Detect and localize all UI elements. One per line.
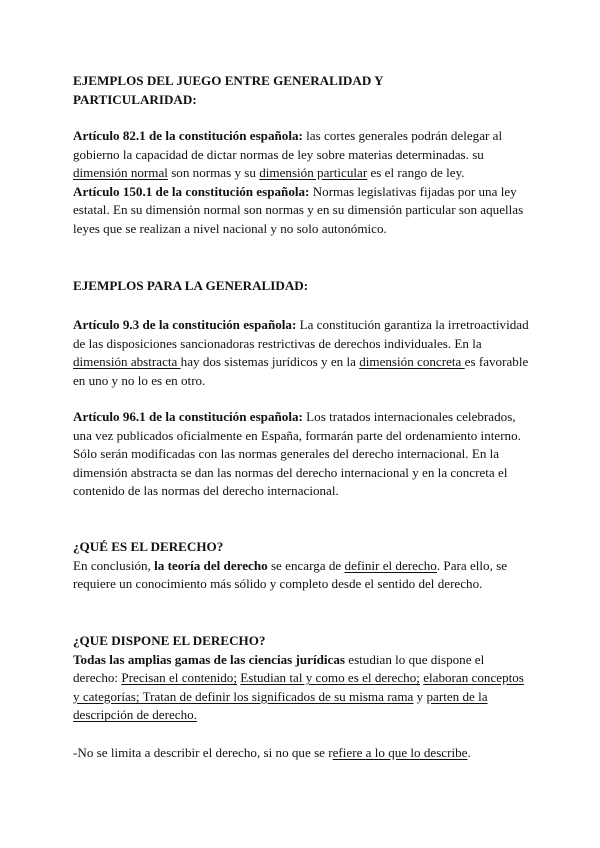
paragraph-text: estudian lo que dispone el derecho: bbox=[73, 651, 485, 686]
article-150-paragraph bbox=[73, 183, 529, 239]
section-heading-generalidad-particularidad bbox=[73, 72, 529, 109]
underlined-term: dimensión concreta bbox=[359, 354, 465, 370]
paragraph-text: y bbox=[413, 688, 427, 704]
article-93-paragraph bbox=[73, 316, 529, 390]
article-150-text: Normas legislativas fijadas por una ley estatal. En su dimensión normal son normas y en su dimensión particular son aquellas leyes que se realizan a nivel nacional y no solo autonómico. bbox=[73, 183, 524, 236]
paragraph-text: En conclusión, bbox=[73, 557, 155, 573]
article-96-title: Artículo 96.1 de la constitución española: bbox=[73, 409, 303, 424]
underlined-term: parten de la descripción de derecho. bbox=[73, 688, 488, 723]
heading-line: PARTICULARIDAD: bbox=[73, 91, 197, 107]
final-note bbox=[73, 744, 529, 763]
que-es-paragraph bbox=[73, 557, 529, 594]
article-82-text: las cortes generales podrán delegar al gobierno la capacidad de dictar normas de ley sobre materias determinadas. su bbox=[73, 128, 503, 162]
heading-line: EJEMPLOS DEL JUEGO ENTRE GENERALIDAD Y bbox=[73, 73, 384, 88]
article-96-paragraph bbox=[73, 408, 529, 501]
underlined-term: Precisan el contenido; bbox=[121, 670, 237, 686]
paragraph-text: . bbox=[467, 745, 471, 760]
paragraph-text: se encarga de bbox=[267, 557, 345, 573]
article-93-text: La constitución garantiza la irretroactividad de las disposiciones sancionadoras restrictivas de derechos individuales. En la bbox=[73, 317, 529, 351]
section-heading-generalidad bbox=[73, 277, 529, 296]
underlined-term: efiere a lo que lo describe bbox=[332, 745, 468, 760]
section-heading-que-es: ¿QUÉ ES EL DERECHO? bbox=[73, 539, 224, 554]
section-heading-que-dispone: ¿QUE DISPONE EL DERECHO? bbox=[73, 633, 266, 648]
underlined-term: dimensión abstracta bbox=[73, 354, 181, 370]
heading-line: EJEMPLOS PARA LA GENERALIDAD: bbox=[73, 278, 309, 293]
bold-term: la teoría del derecho bbox=[154, 557, 268, 573]
articles-82-150 bbox=[73, 127, 529, 239]
article-150-title: Artículo 150.1 de la constitución española: bbox=[73, 183, 310, 199]
bold-term: Todas las amplias gamas de las ciencias jurídicas bbox=[73, 651, 345, 667]
underlined-term: Estudian tal y como es el derecho; bbox=[240, 670, 420, 686]
paragraph-text: -No se limita a describir el derecho, si no que se r bbox=[73, 745, 333, 760]
que-es-el-derecho-section bbox=[73, 538, 529, 594]
article-93-title: Artículo 9.3 de la constitución española: bbox=[73, 317, 297, 332]
underlined-term: definir el derecho bbox=[344, 557, 437, 573]
article-82-text: son normas y su bbox=[167, 165, 260, 181]
paragraph-text: . Para ello, se requiere un conocimiento más sólido y completo desde el sentido del derecho. bbox=[73, 557, 508, 592]
que-dispone-paragraph bbox=[73, 651, 529, 725]
article-93-text: es favorable en uno y no lo es en otro. bbox=[73, 354, 529, 388]
article-82-title: Artículo 82.1 de la constitución española: bbox=[73, 128, 303, 143]
underlined-term: elaboran conceptos y categorías; Tratan de definir los significados de su misma rama bbox=[73, 670, 524, 704]
underlined-term: dimensión particular bbox=[259, 165, 368, 181]
que-dispone-section bbox=[73, 632, 529, 725]
article-96-text: Los tratados internacionales celebrados, una vez publicados oficialmente en España, formarán parte del ordenamiento interno. Sólo serán modificadas con las normas generales del derecho internacional. En la dimensión abstracta se dan las normas del derecho internacional y en la concreta el contenido de las normas del derecho internacional. bbox=[73, 409, 521, 499]
article-93-text: hay dos sistemas jurídicos y en la bbox=[180, 354, 360, 370]
article-82-text: es el rango de ley. bbox=[367, 165, 465, 181]
article-82-paragraph bbox=[73, 127, 529, 183]
underlined-term: dimensión normal bbox=[73, 165, 168, 181]
